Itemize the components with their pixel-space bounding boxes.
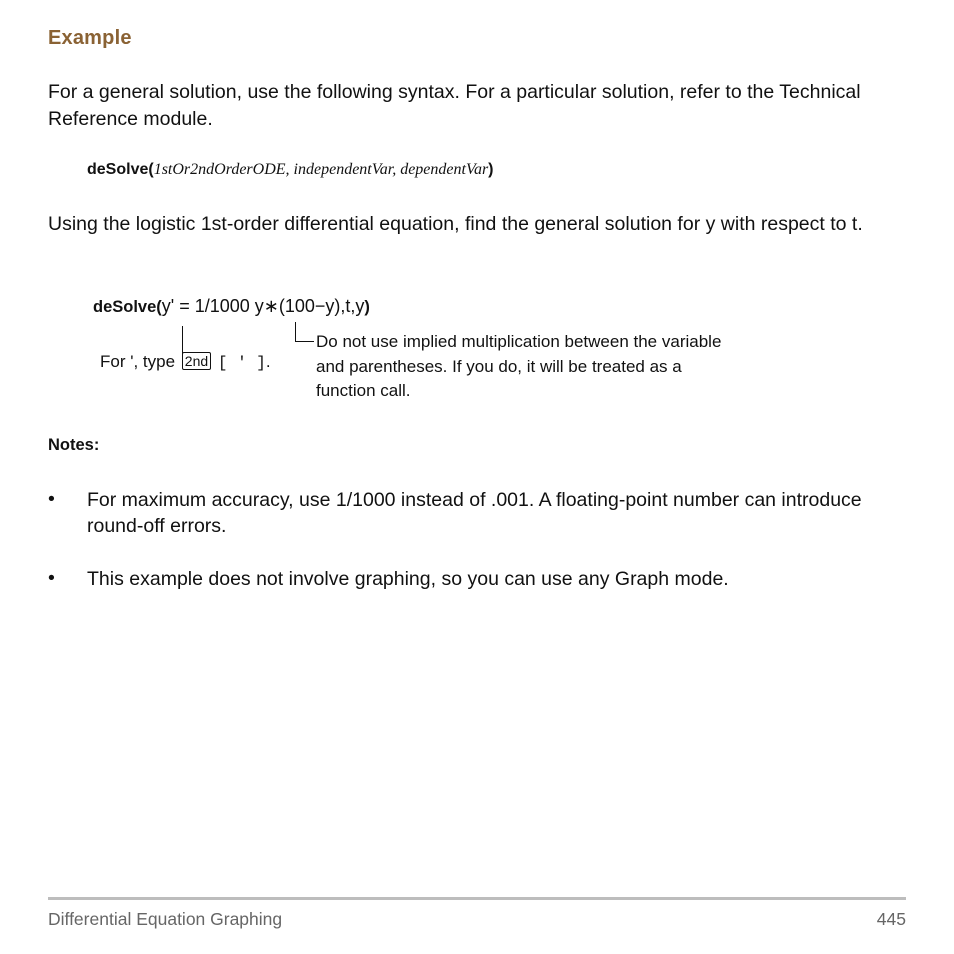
instruction-paragraph: Using the logistic 1st-order differential equation, find the general solution for y with respect to t. [48, 213, 863, 235]
callout-multiplication-warning: Do not use implied multiplication between the variable and parentheses. If you do, it will be treated as a function call. [316, 332, 722, 400]
key-prime-icon: [ ' ] [217, 354, 266, 372]
notes-heading: Notes: [48, 436, 100, 454]
example-command-keyword: deSolve( [93, 298, 162, 316]
example-command-body: y' = 1/1000 y∗(100−y),t,y [161, 296, 365, 316]
callout-line-multiply-vertical [295, 322, 296, 342]
note-item: For maximum accuracy, use 1/1000 instead of .001. A floating-point number can introduce round-off errors. [87, 489, 862, 537]
syntax-command: deSolve( [87, 161, 154, 178]
callout-line-multiply-horizontal [295, 341, 314, 342]
example-command-close: ) [364, 298, 370, 316]
bullet-icon: • [48, 488, 55, 510]
callout-prime-hint [100, 352, 271, 372]
section-heading: Example [48, 27, 132, 49]
syntax-args: 1stOr2ndOrderODE, independentVar, dependentVar [153, 161, 489, 178]
bullet-icon: • [48, 567, 55, 589]
footer-divider [48, 897, 906, 900]
key-2nd-icon: 2nd [182, 352, 211, 370]
footer-page-number: 445 [876, 909, 906, 929]
intro-paragraph: For a general solution, use the following syntax. For a particular solution, refer to the Technical Reference module. [48, 81, 861, 130]
note-item: This example does not involve graphing, so you can use any Graph mode. [87, 568, 729, 590]
footer-section-title: Differential Equation Graphing [48, 909, 283, 929]
syntax-close: ) [488, 161, 494, 178]
callout-prime-prefix: For ', type [100, 352, 176, 371]
callout-prime-suffix: . [265, 352, 271, 371]
example-command [93, 296, 370, 317]
syntax-line [87, 161, 494, 179]
